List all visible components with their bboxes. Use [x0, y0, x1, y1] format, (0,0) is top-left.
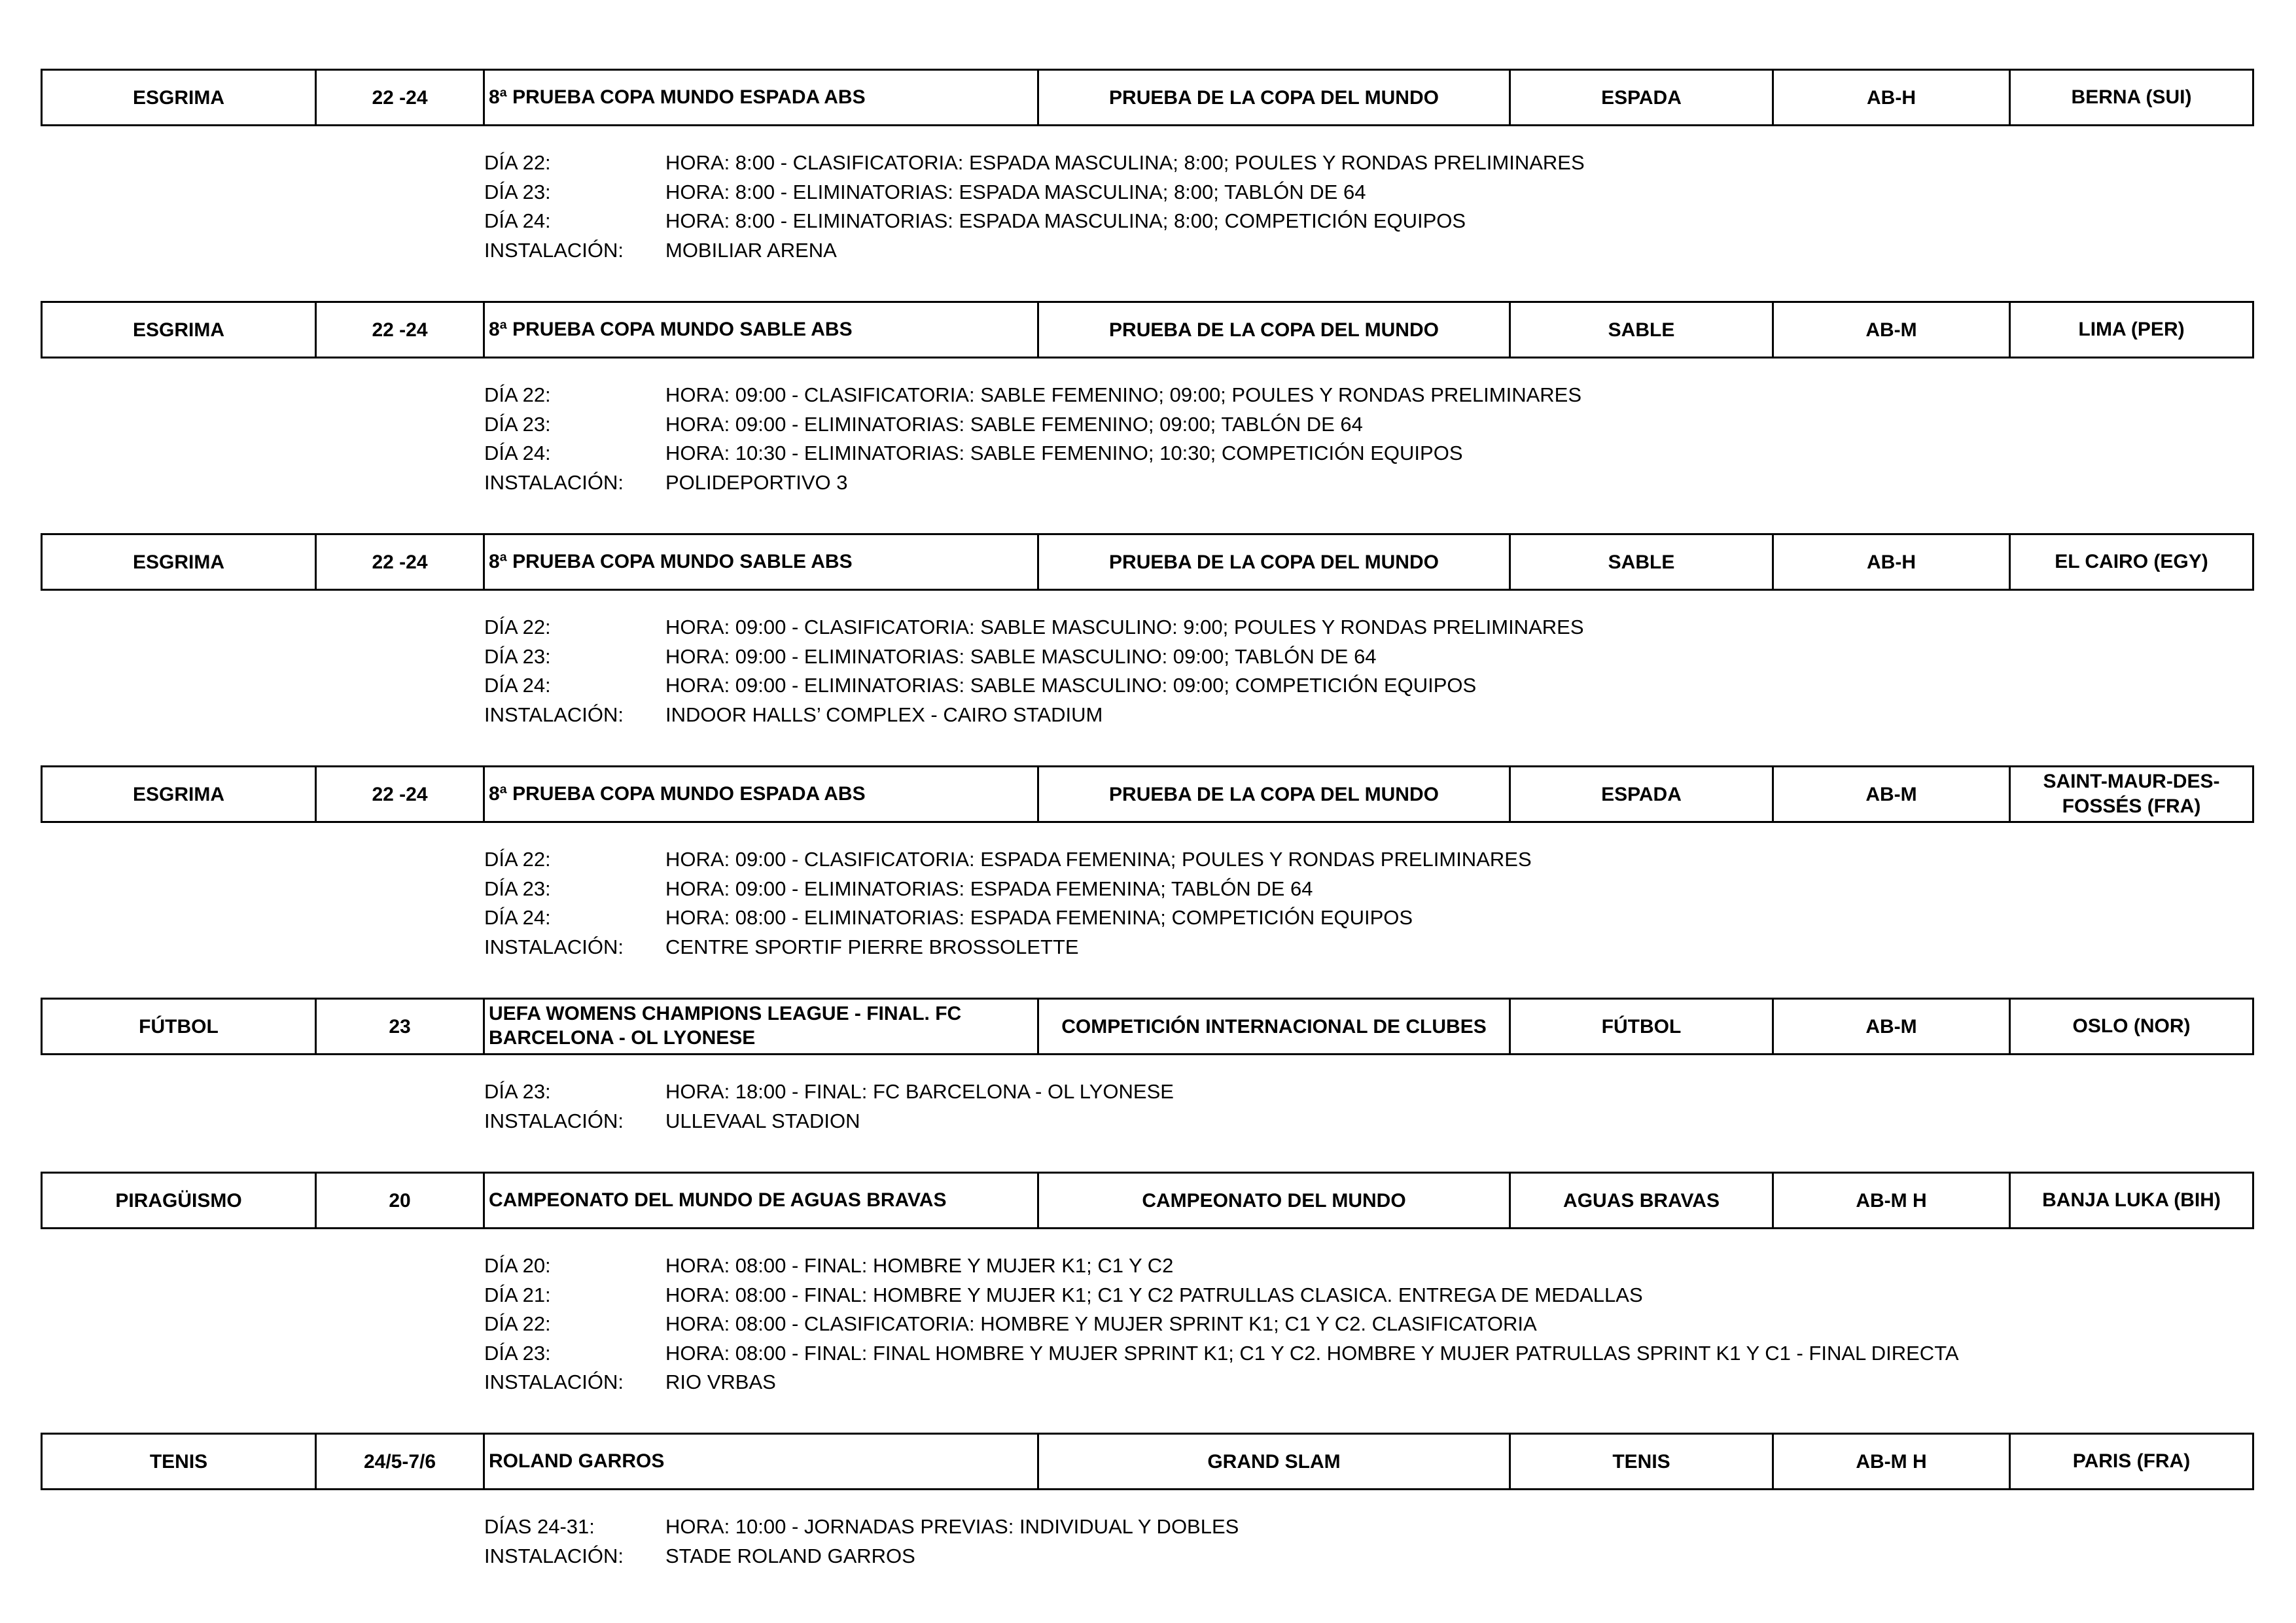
detail-label: INSTALACIÓN:: [484, 1109, 624, 1132]
event-header-row: [41, 1172, 2254, 1229]
category-cell: AB-M H: [1772, 1435, 2009, 1488]
detail-label: DÍA 23:: [484, 412, 551, 436]
location-cell: BERNA (SUI): [2009, 71, 2252, 124]
detail-label: DÍA 20:: [484, 1254, 551, 1278]
event-type-cell: PRUEBA DE LA COPA DEL MUNDO: [1037, 767, 1509, 821]
event-type-cell: PRUEBA DE LA COPA DEL MUNDO: [1037, 535, 1509, 589]
event-block: [41, 69, 2254, 265]
detail-line: [484, 1368, 2254, 1397]
detail-text: HORA: 09:00 - ELIMINATORIAS: SABLE MASCULINO: 09:00; COMPETICIÓN EQUIPOS: [665, 674, 1477, 697]
location-cell: SAINT-MAUR-DES-FOSSÉS (FRA): [2009, 767, 2252, 821]
category-cell: AB-M: [1772, 1000, 2009, 1053]
event-block: [41, 1172, 2254, 1397]
sport-cell: ESGRIMA: [132, 319, 224, 341]
event-block: [41, 301, 2254, 497]
dates-cell: 22 -24: [315, 303, 483, 357]
detail-line: [484, 613, 2254, 642]
discipline-cell: SABLE: [1509, 303, 1772, 357]
detail-line: [484, 236, 2254, 266]
dates-cell: 20: [315, 1174, 483, 1227]
sport-cell: ESGRIMA: [132, 86, 224, 109]
detail-line: [484, 1339, 2254, 1369]
detail-label: DÍA 22:: [484, 1312, 551, 1336]
detail-label: DÍA 24:: [484, 442, 551, 465]
category-cell: AB-H: [1772, 71, 2009, 124]
event-details: [484, 126, 2254, 265]
detail-text: HORA: 08:00 - FINAL: FINAL HOMBRE Y MUJER SPRINT K1; C1 Y C2. HOMBRE Y MUJER PATRULLAS SPRINT K1 Y C1 - FINAL DIRECTA: [665, 1341, 1959, 1365]
detail-text: HORA: 09:00 - CLASIFICATORIA: SABLE FEMENINO; 09:00; POULES Y RONDAS PRELIMINARES: [665, 383, 1582, 407]
detail-label: DÍA 22:: [484, 383, 551, 407]
detail-text: HORA: 09:00 - CLASIFICATORIA: SABLE MASCULINO: 9:00; POULES Y RONDAS PRELIMINARES: [665, 616, 1584, 639]
detail-line: [484, 671, 2254, 701]
detail-text: HORA: 8:00 - CLASIFICATORIA: ESPADA MASCULINA; 8:00; POULES Y RONDAS PRELIMINARES: [665, 151, 1585, 175]
detail-line: [484, 845, 2254, 875]
detail-label: DÍA 23:: [484, 644, 551, 668]
discipline-cell: SABLE: [1509, 535, 1772, 589]
event-header-row: [41, 301, 2254, 358]
detail-label: DÍA 23:: [484, 1341, 551, 1365]
discipline-cell: TENIS: [1509, 1435, 1772, 1488]
detail-text: HORA: 8:00 - ELIMINATORIAS: ESPADA MASCULINA; 8:00; COMPETICIÓN EQUIPOS: [665, 209, 1466, 233]
detail-text: HORA: 8:00 - ELIMINATORIAS: ESPADA MASCULINA; 8:00; TABLÓN DE 64: [665, 180, 1366, 203]
sport-cell: ESGRIMA: [132, 551, 224, 573]
detail-text: HORA: 18:00 - FINAL: FC BARCELONA - OL LYONESE: [665, 1080, 1174, 1104]
detail-line: [484, 1542, 2254, 1571]
detail-line: [484, 468, 2254, 498]
detail-label: INSTALACIÓN:: [484, 703, 624, 726]
sport-cell: PIRAGÜISMO: [115, 1189, 242, 1212]
sport-cell: TENIS: [149, 1450, 208, 1473]
event-details: [484, 1055, 2254, 1136]
detail-line: [484, 178, 2254, 207]
detail-line: [484, 1107, 2254, 1136]
detail-label: INSTALACIÓN:: [484, 1544, 624, 1567]
detail-label: DÍA 22:: [484, 151, 551, 175]
detail-line: [484, 1310, 2254, 1339]
event-name-cell: 8ª PRUEBA COPA MUNDO SABLE ABS: [483, 303, 1037, 357]
detail-text: HORA: 09:00 - ELIMINATORIAS: SABLE FEMENINO; 09:00; TABLÓN DE 64: [665, 412, 1363, 436]
event-type-cell: PRUEBA DE LA COPA DEL MUNDO: [1037, 71, 1509, 124]
detail-label: INSTALACIÓN:: [484, 470, 624, 494]
detail-text: STADE ROLAND GARROS: [665, 1544, 915, 1567]
location-cell: OSLO (NOR): [2009, 1000, 2252, 1053]
event-header-row: [41, 533, 2254, 591]
location-cell: BANJA LUKA (BIH): [2009, 1174, 2252, 1227]
detail-label: DÍA 24:: [484, 906, 551, 930]
detail-line: [484, 381, 2254, 410]
event-header-row: [41, 998, 2254, 1055]
location-cell: EL CAIRO (EGY): [2009, 535, 2252, 589]
detail-line: [484, 1077, 2254, 1107]
detail-label: DÍA 23:: [484, 180, 551, 203]
event-type-cell: PRUEBA DE LA COPA DEL MUNDO: [1037, 303, 1509, 357]
detail-label: DÍA 22:: [484, 616, 551, 639]
detail-text: HORA: 10:30 - ELIMINATORIAS: SABLE FEMENINO; 10:30; COMPETICIÓN EQUIPOS: [665, 442, 1463, 465]
event-name-cell: 8ª PRUEBA COPA MUNDO SABLE ABS: [483, 535, 1037, 589]
event-details: [484, 591, 2254, 729]
event-header-row: [41, 1433, 2254, 1490]
discipline-cell: FÚTBOL: [1509, 1000, 1772, 1053]
event-block: [41, 533, 2254, 729]
detail-line: [484, 1281, 2254, 1310]
event-type-cell: CAMPEONATO DEL MUNDO: [1037, 1174, 1509, 1227]
dates-cell: 24/5-7/6: [315, 1435, 483, 1488]
detail-label: DÍA 24:: [484, 209, 551, 233]
discipline-cell: AGUAS BRAVAS: [1509, 1174, 1772, 1227]
sport-cell: ESGRIMA: [132, 783, 224, 805]
detail-label: DÍA 22:: [484, 848, 551, 871]
detail-label: INSTALACIÓN:: [484, 935, 624, 958]
detail-line: [484, 439, 2254, 468]
detail-label: DÍA 24:: [484, 674, 551, 697]
event-name-cell: CAMPEONATO DEL MUNDO DE AGUAS BRAVAS: [483, 1174, 1037, 1227]
event-block: [41, 1433, 2254, 1571]
detail-text: HORA: 08:00 - ELIMINATORIAS: ESPADA FEMENINA; COMPETICIÓN EQUIPOS: [665, 906, 1413, 930]
event-name-cell: ROLAND GARROS: [483, 1435, 1037, 1488]
dates-cell: 22 -24: [315, 767, 483, 821]
dates-cell: 22 -24: [315, 535, 483, 589]
location-cell: PARIS (FRA): [2009, 1435, 2252, 1488]
detail-label: INSTALACIÓN:: [484, 238, 624, 262]
detail-text: INDOOR HALLS’ COMPLEX - CAIRO STADIUM: [665, 703, 1103, 726]
event-details: [484, 358, 2254, 497]
detail-text: ULLEVAAL STADION: [665, 1109, 860, 1132]
detail-label: INSTALACIÓN:: [484, 1370, 624, 1394]
detail-line: [484, 410, 2254, 440]
detail-text: POLIDEPORTIVO 3: [665, 470, 848, 494]
event-details: [484, 1490, 2254, 1571]
event-name-cell: UEFA WOMENS CHAMPIONS LEAGUE - FINAL. FC BARCELONA - OL LYONESE: [483, 1000, 1037, 1053]
event-details: [484, 823, 2254, 962]
detail-text: HORA: 08:00 - FINAL: HOMBRE Y MUJER K1; C1 Y C2: [665, 1254, 1174, 1278]
discipline-cell: ESPADA: [1509, 767, 1772, 821]
event-name-cell: 8ª PRUEBA COPA MUNDO ESPADA ABS: [483, 767, 1037, 821]
detail-text: RIO VRBAS: [665, 1370, 776, 1394]
location-cell: LIMA (PER): [2009, 303, 2252, 357]
dates-cell: 23: [315, 1000, 483, 1053]
discipline-cell: ESPADA: [1509, 71, 1772, 124]
detail-text: MOBILIAR ARENA: [665, 238, 837, 262]
sport-cell: FÚTBOL: [139, 1015, 219, 1038]
detail-line: [484, 701, 2254, 730]
detail-text: HORA: 08:00 - CLASIFICATORIA: HOMBRE Y MUJER SPRINT K1; C1 Y C2. CLASIFICATORIA: [665, 1312, 1537, 1336]
event-name-cell: 8ª PRUEBA COPA MUNDO ESPADA ABS: [483, 71, 1037, 124]
dates-cell: 22 -24: [315, 71, 483, 124]
event-header-row: [41, 69, 2254, 126]
detail-line: [484, 207, 2254, 236]
category-cell: AB-M: [1772, 303, 2009, 357]
event-type-cell: GRAND SLAM: [1037, 1435, 1509, 1488]
detail-label: DÍA 21:: [484, 1283, 551, 1306]
detail-label: DÍA 23:: [484, 1080, 551, 1104]
detail-line: [484, 1251, 2254, 1281]
detail-text: HORA: 09:00 - ELIMINATORIAS: SABLE MASCULINO: 09:00; TABLÓN DE 64: [665, 644, 1377, 668]
category-cell: AB-M: [1772, 767, 2009, 821]
event-block: [41, 765, 2254, 962]
event-header-row: [41, 765, 2254, 823]
detail-text: HORA: 08:00 - FINAL: HOMBRE Y MUJER K1; C1 Y C2 PATRULLAS CLASICA. ENTREGA DE MEDALLAS: [665, 1283, 1643, 1306]
category-cell: AB-M H: [1772, 1174, 2009, 1227]
detail-line: [484, 903, 2254, 933]
category-cell: AB-H: [1772, 535, 2009, 589]
detail-line: [484, 642, 2254, 672]
detail-line: [484, 875, 2254, 904]
detail-text: HORA: 10:00 - JORNADAS PREVIAS: INDIVIDUAL Y DOBLES: [665, 1515, 1239, 1539]
event-details: [484, 1229, 2254, 1397]
event-type-cell: COMPETICIÓN INTERNACIONAL DE CLUBES: [1037, 1000, 1509, 1053]
detail-label: DÍAS 24-31:: [484, 1515, 595, 1539]
detail-line: [484, 148, 2254, 178]
detail-line: [484, 933, 2254, 962]
detail-text: HORA: 09:00 - CLASIFICATORIA: ESPADA FEMENINA; POULES Y RONDAS PRELIMINARES: [665, 848, 1532, 871]
detail-label: DÍA 23:: [484, 877, 551, 900]
detail-text: CENTRE SPORTIF PIERRE BROSSOLETTE: [665, 935, 1079, 958]
event-block: [41, 998, 2254, 1136]
detail-text: HORA: 09:00 - ELIMINATORIAS: ESPADA FEMENINA; TABLÓN DE 64: [665, 877, 1313, 900]
detail-line: [484, 1512, 2254, 1542]
